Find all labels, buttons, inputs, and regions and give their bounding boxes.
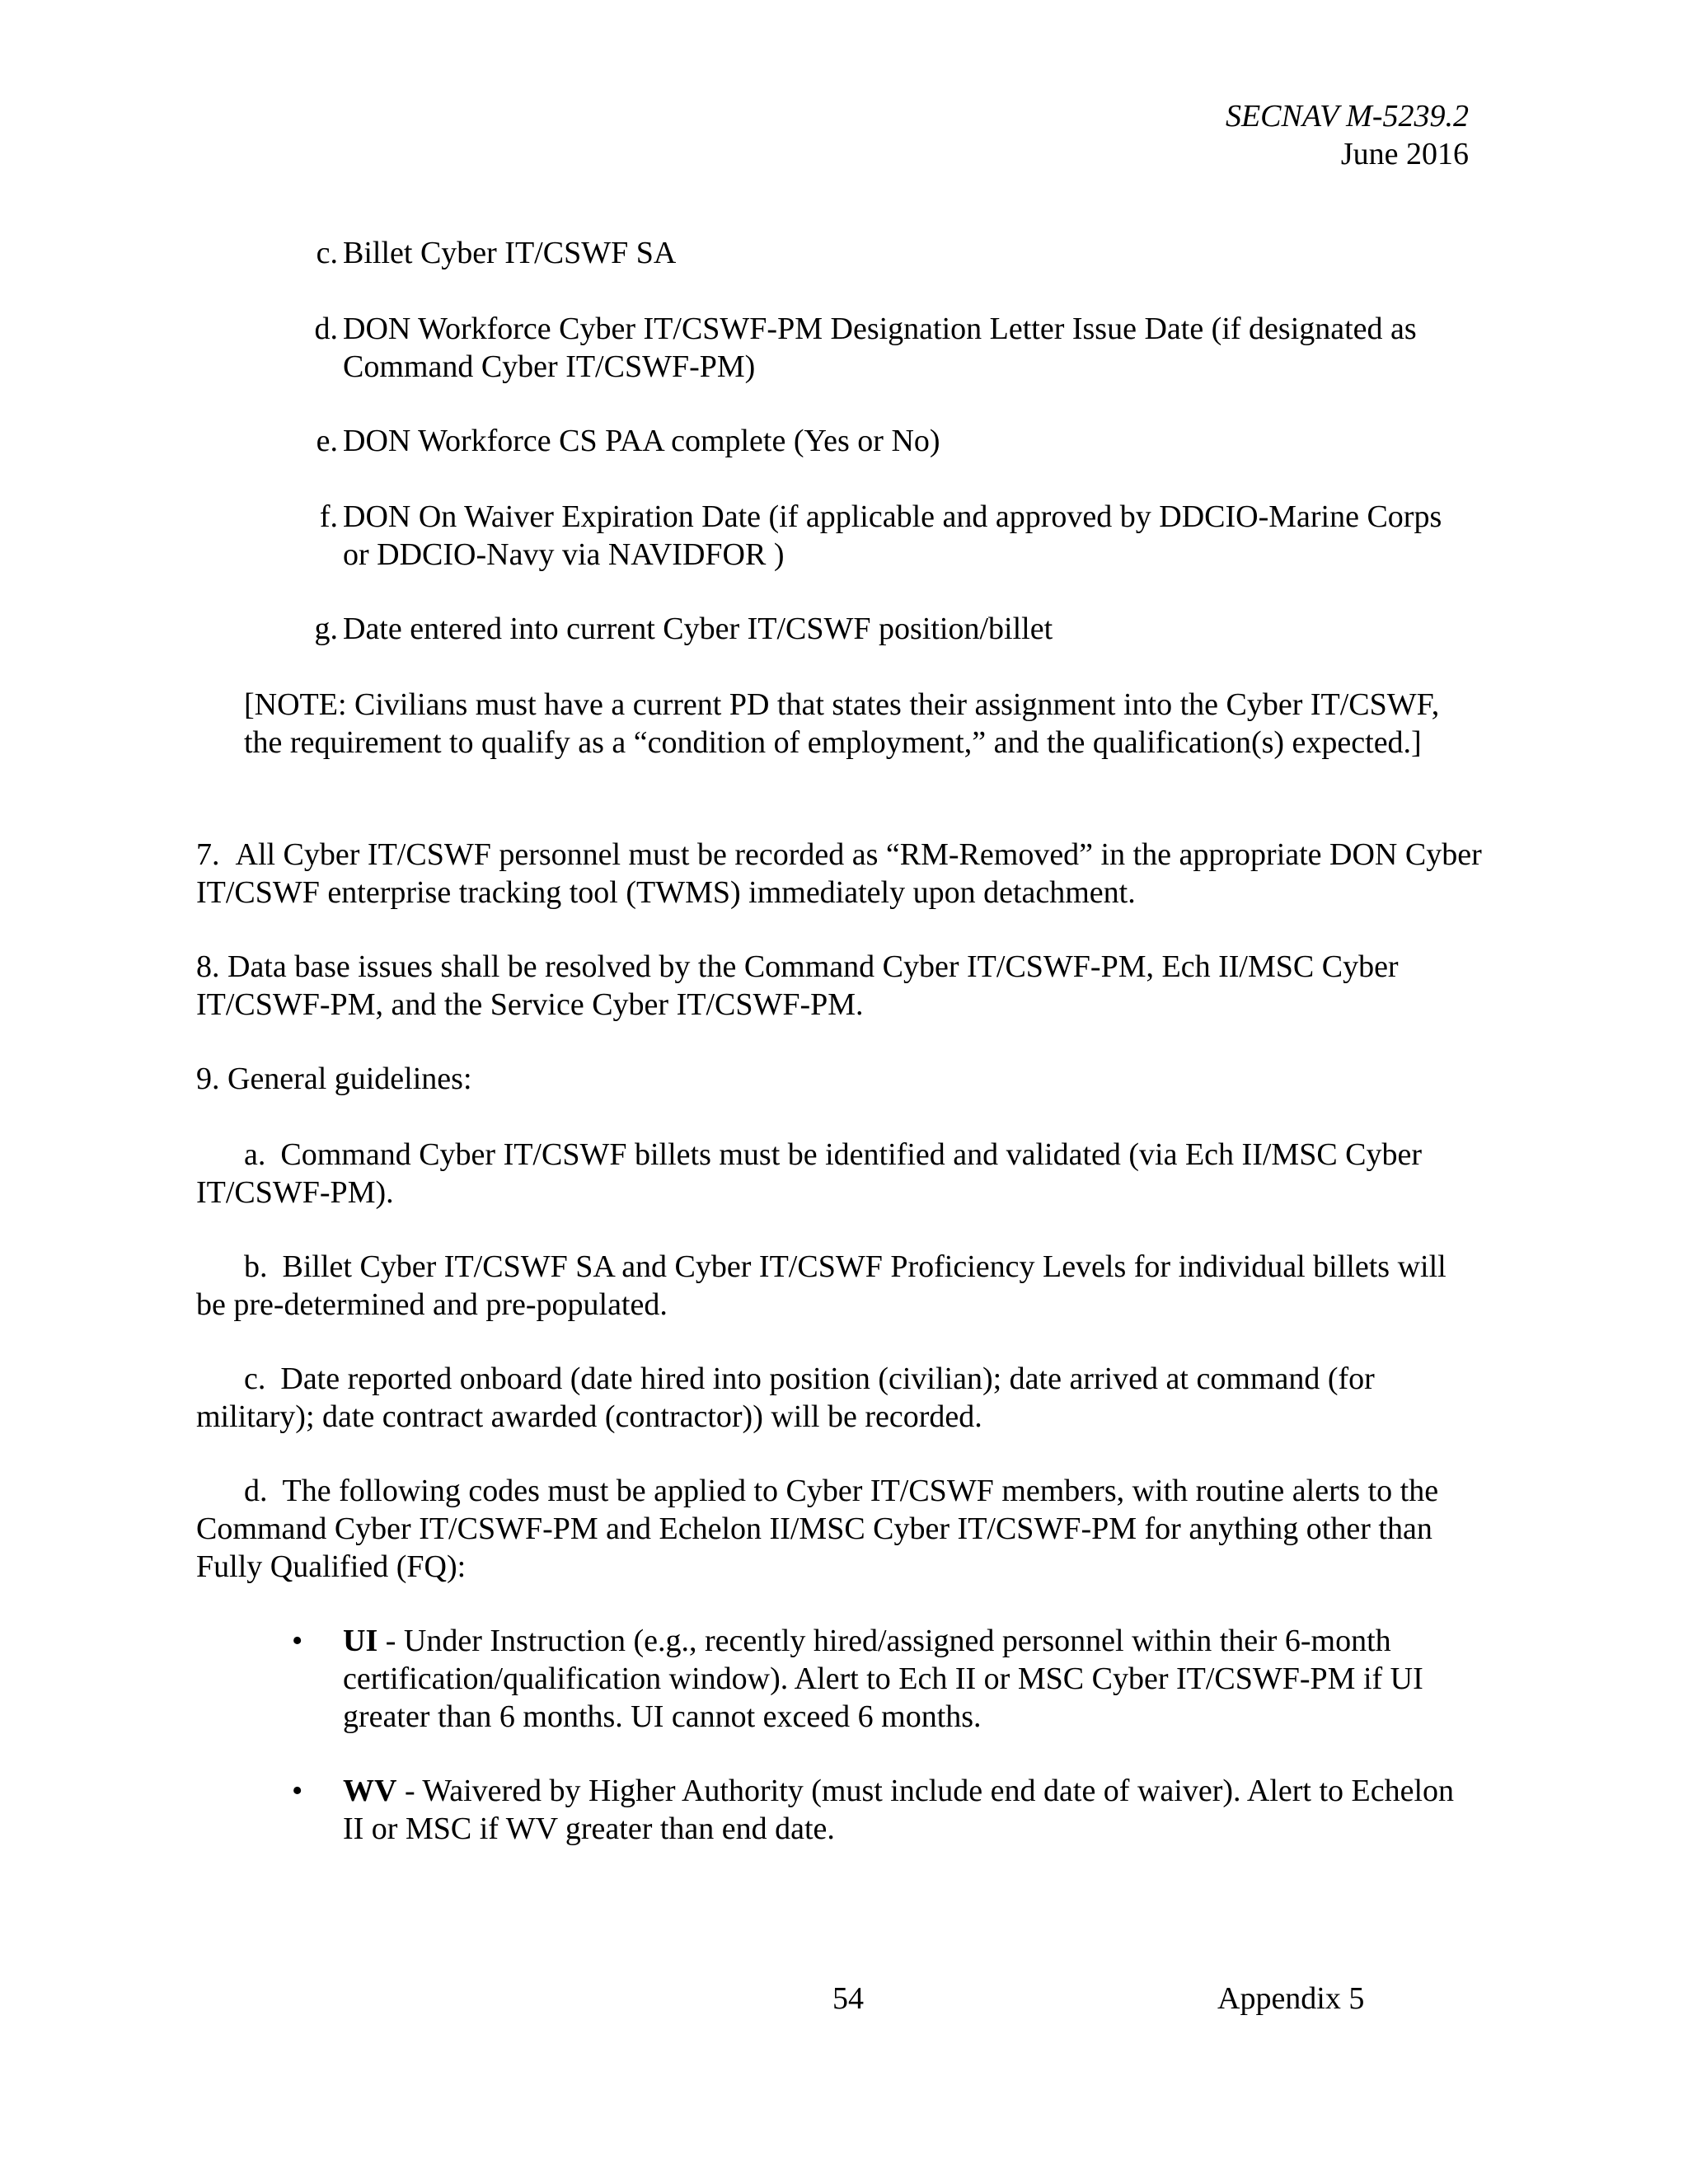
paragraph-number: 7. <box>196 837 220 872</box>
sub-item-text: DON Workforce Cyber IT/CSWF-PM Designation Letter Issue Date (if designated as Command Cyber IT/CSWF-PM) <box>343 312 1417 384</box>
guideline-c <box>196 1360 1482 1436</box>
note-paragraph: [NOTE: Civilians must have a current PD that states their assignment into the Cyber IT/CSWF, the requirement to qualify as a “condition of employment,” and the qualification(s) expected.] <box>244 687 1440 760</box>
paragraph-number: 9. <box>196 1062 220 1096</box>
appendix-label: Appendix 5 <box>1217 1981 1365 2016</box>
paragraph-8 <box>196 948 1482 1024</box>
page-number: 54 <box>832 1981 864 2016</box>
guideline-text: Billet Cyber IT/CSWF SA and Cyber IT/CSWF Proficiency Levels for individual billets will be pre-determined and pre-populated. <box>196 1249 1447 1322</box>
sub-item-e <box>288 422 1475 460</box>
paragraph-text: General guidelines: <box>227 1062 472 1096</box>
sub-item-text: DON On Waiver Expiration Date (if applicable and approved by DDCIO-Marine Corps or DDCIO-Navy via NAVIDFOR ) <box>343 499 1442 572</box>
sub-item-text: DON Workforce CS PAA complete (Yes or No) <box>343 424 940 458</box>
page-header <box>1226 97 1469 173</box>
sub-item-text: Date entered into current Cyber IT/CSWF position/billet <box>343 612 1053 646</box>
sub-item-letter: f. <box>319 499 338 534</box>
guideline-text: The following codes must be applied to Cyber IT/CSWF members, with routine alerts to the Command Cyber IT/CSWF-PM and Echelon II/MSC Cyber IT/CSWF-PM for anything other than Fully Qualified (FQ): <box>196 1474 1439 1584</box>
bullet-icon: • <box>292 1774 303 1808</box>
sub-item-f <box>288 498 1475 574</box>
guideline-letter: b. <box>244 1249 268 1284</box>
guideline-a <box>196 1136 1482 1212</box>
code-label: UI <box>343 1624 378 1658</box>
sub-item-letter: c. <box>316 236 338 270</box>
paragraph-9 <box>196 1060 1482 1098</box>
guideline-letter: d. <box>244 1474 268 1508</box>
code-label: WV <box>343 1774 397 1808</box>
guideline-letter: a. <box>244 1137 266 1172</box>
code-item-wv <box>292 1772 1479 1848</box>
sub-item-letter: d. <box>314 312 338 346</box>
paragraph-number: 8. <box>196 949 220 984</box>
sub-item-g <box>288 610 1475 648</box>
sub-item-letter: g. <box>314 612 338 646</box>
code-description: - Under Instruction (e.g., recently hired/assigned personnel within their 6-month certification/qualification window). Alert to Ech II or MSC Cyber IT/CSWF-PM if UI greater than 6 months. UI cannot exceed 6 months. <box>343 1624 1423 1734</box>
sub-item-letter: e. <box>316 424 338 458</box>
sub-item-text: Billet Cyber IT/CSWF SA <box>343 236 677 270</box>
document-id: SECNAV M-5239.2 <box>1225 99 1469 134</box>
paragraph-text: All Cyber IT/CSWF personnel must be recorded as “RM-Removed” in the appropriate DON Cyber IT/CSWF enterprise tracking tool (TWMS) immediately upon detachment. <box>196 837 1482 910</box>
guideline-d <box>196 1472 1482 1586</box>
guideline-text: Command Cyber IT/CSWF billets must be identified and validated (via Ech II/MSC Cyber IT/CSWF-PM). <box>196 1137 1423 1210</box>
document-date: June 2016 <box>1340 137 1469 171</box>
guideline-letter: c. <box>244 1361 266 1396</box>
sub-item-d <box>288 310 1475 386</box>
code-item-ui <box>292 1622 1479 1736</box>
guideline-text: Date reported onboard (date hired into position (civilian); date arrived at command (for military); date contract awarded (contractor)) will be recorded. <box>196 1361 1375 1434</box>
guideline-b <box>196 1248 1482 1324</box>
sub-item-c <box>288 234 1475 272</box>
bullet-icon: • <box>292 1624 303 1658</box>
paragraph-text: Data base issues shall be resolved by the Command Cyber IT/CSWF-PM, Ech II/MSC Cyber IT/CSWF-PM, and the Service Cyber IT/CSWF-PM. <box>196 949 1399 1022</box>
code-description: - Waivered by Higher Authority (must include end date of waiver). Alert to Echelon II or MSC if WV greater than end date. <box>343 1774 1455 1846</box>
paragraph-7 <box>196 836 1482 912</box>
